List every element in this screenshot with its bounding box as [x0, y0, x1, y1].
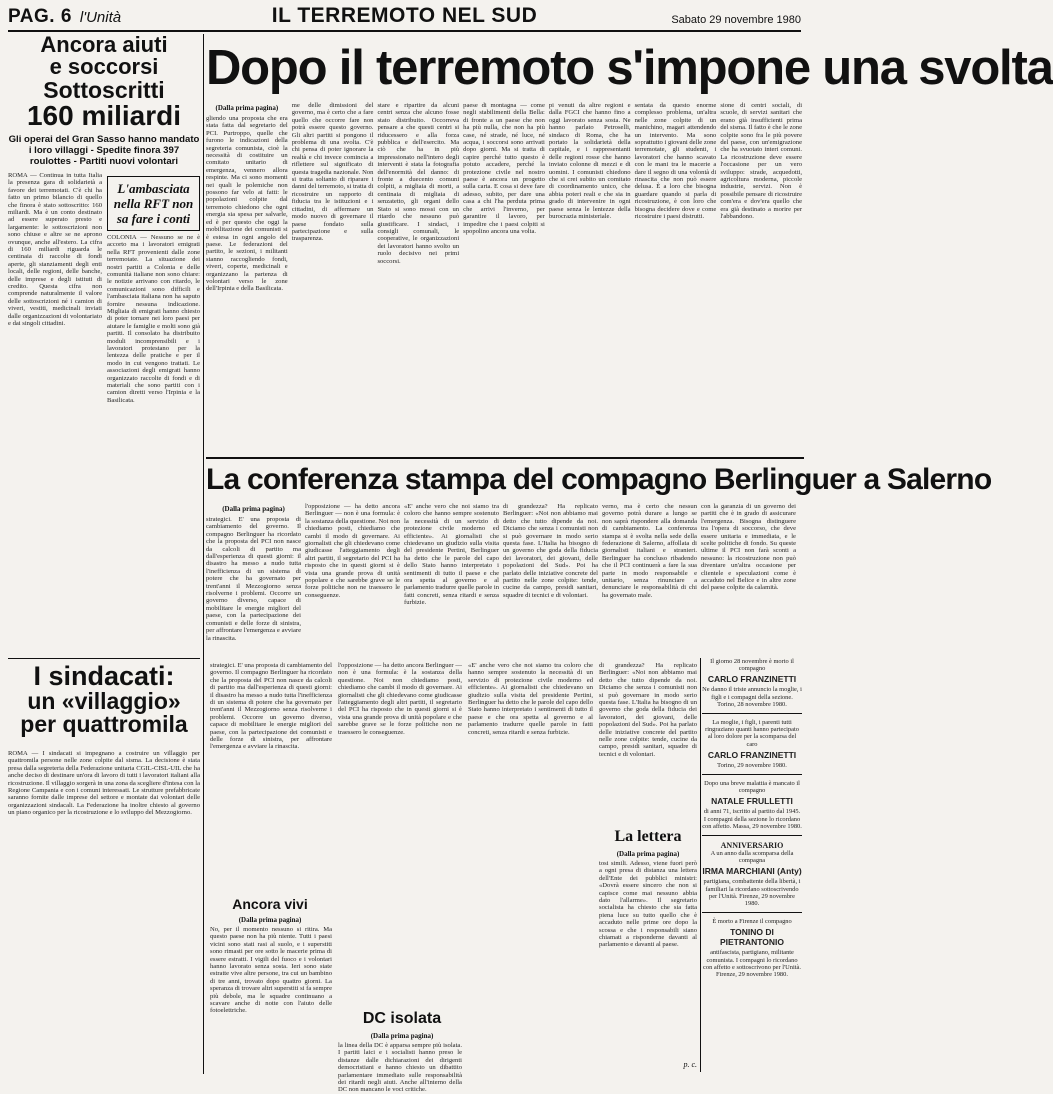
- lower-body-2: l'opposizione — ha detto ancora Berlinguer — non è una formula: è la sostanza della questione. Noi non chiediamo posti, chiediamo che cambi il modo di governare. Ai giornalisti che gli chiedevano come giudicasse l'atteggiamento degli altri partiti, il segretario del PCI ha risposto che in questi giorni si è vista una grande prova di unità popolare e che sarebbe grave se le forze politiche non ne traessero le conseguenze.: [338, 662, 462, 736]
- obituaries: [702, 658, 802, 1072]
- obit-name-1: CARLO FRANZINETTI: [707, 674, 797, 685]
- lower-body-3: «E' anche vero che noi siamo tra coloro che hanno sempre sostenuto la necessità di un servizio di protezione civile moderno ed efficiente». Ai giornalisti che chiedevano un giudizio sulla visita del presidente Pertini, Berlinguer ha detto che le parole del capo dello Stato hanno interpretato i sentimenti di tutto il paese e che ora spetta al governo e al parlamento tradurre quelle parole in fatti concreti, senza ritardi e senza furbizie.: [468, 662, 593, 736]
- obit-separator: [702, 835, 802, 836]
- main-body-d: paese di montagna — come negli stabilimenti della Bella: di fronte a un paese che non ha più nulla, che non ha più case, né strade, né luce, né acqua, i soccorsi sono arrivati dopo giorni. Ma si tratta di capire perché tutto questo è potuto accadere, perché la protezione civile nel nostro paese è ancora un progetto sulla carta. E cosa si deve fare adesso, subito, per dare una casa a chi l'ha perduta prima che arrivi l'inverno, per garantire il lavoro, per impedire che i paesi colpiti si spopolino ancora una volta.: [463, 102, 545, 235]
- lettera-continued: (Dalla prima pagina): [616, 850, 680, 858]
- obit-name-5: TONINO DI PIETRANTONIO: [719, 927, 785, 948]
- obit-name-4: IRMA MARCHIANI (Anty): [702, 866, 802, 877]
- obit-text-2: Ne danno il triste annuncio la moglie, i figli e i compagni della sezione. Torino, 28 novembre 1980.: [702, 686, 802, 708]
- vivi-title: Ancora vivi: [232, 896, 308, 912]
- obit-text-8: A un anno dalla scomparsa della compagna: [710, 850, 794, 865]
- newspaper-name: l'Unità: [79, 9, 122, 26]
- sindacati-headline: [8, 663, 200, 736]
- aiuti-title-3: Sottoscritti: [43, 76, 165, 103]
- aiuti-columns: [8, 171, 200, 404]
- vivi-body: No, per il momento nessuno si ritira. Ma questo paese non ha più niente. Tutti i paesi vicini sono stati rasi al suolo, e i superstiti sono rimasti per ore sotto le macerie prima di essere estratti. I vigili del fuoco e i volontari hanno lavorato senza sosta. Ieri sono state estratte vive altre persone, tra cui un bambino di tre anni, trovato dopo quattro giorni. La speranza di trovare altri superstiti si fa sempre più debole, ma le squadre continuano a scavare anche di notte con l'aiuto delle fotoelettriche.: [210, 926, 332, 1015]
- obit-text-1: Il giorno 28 novembre è morto il compagno: [710, 658, 794, 673]
- main-col-1: [206, 102, 288, 456]
- aiuti-title-4: 160 miliardi: [26, 100, 182, 132]
- ambasciata-body: COLONIA — Nessuno se ne è accorto ma i lavoratori emigrati nella RFT provenienti dalle zone terremotate. La situazione dei nostri partiti a Colonia e delle comunità italiane non sono chiare: le notizie arrivano con ritardo, le comunicazioni sono difficili e l'ambasciata italiana non ha saputo fornire nessuna indicazione. Migliaia di emigrati hanno chiesto di poter tornare nei loro paesi per aiutare le famiglie e molti sono già partiti. Il consolato ha distribuito moduli incomprensibili e i lavoratori protestano per la lentezza delle pratiche e per il modo in cui vengono trattati. Le associazioni degli emigrati hanno organizzato raccolte di fondi e di materiali che sono partiti con i camion diretti verso l'Irpinia e la Basilicata.: [107, 233, 200, 404]
- berlinguer-continued: (Dalla prima pagina): [222, 505, 285, 513]
- section-title: IL TERREMOTO NEL SUD: [271, 4, 538, 27]
- main-body-b: me delle dimissioni del governo, ma è certo che a fare quello che occorre fare non potrà essere questo governo. Gli altri partiti si pongono il problema di una svolta. C'è chi pensa di poter ignorare la realtà e chi invece comincia a riflettere sul significato di questa tragedia nazionale. Non si tratta soltanto di riparare i danni del terremoto, si tratta di ricostruire un rapporto di fiducia tra le istituzioni e i cittadini, di affermare un modo nuovo di governare il paese fondato sulla partecipazione e sulla trasparenza.: [291, 102, 374, 243]
- main-body-a: gliendo una proposta che era stata fatta dal segretario del PCI. Purtroppo, quelle che furono le indicazioni della segreteria comunista, cioè la necessità di costituire un comitato unitario di emergenza, vennero allora respinte. Ma ci sono momenti nei quali le polemiche non possono far velo ai fatti: le popolazioni colpite dal terremoto chiedono che ogni energia sia spesa per salvarle, ed è per questo che oggi la mobilitazione dei comunisti si è estesa in ogni angolo del paese. Le federazioni del partito, le sezioni, i militanti stanno raccogliendo fondi, viveri, coperte, medicinali e organizzano la partenza di volontari verso le zone dell'Irpinia e della Basilicata.: [206, 115, 288, 293]
- aiuti-title-2: e soccorsi: [49, 54, 159, 80]
- berlinguer-headline: La conferenza stampa del compagno Berlinguer a Salerno: [206, 463, 992, 496]
- obit-separator: [702, 774, 802, 775]
- main-article-columns: [206, 102, 802, 456]
- page-header: [8, 4, 801, 32]
- aiuti-headline: [8, 34, 200, 131]
- column-rule-left: [203, 34, 204, 1074]
- sindacati-title-1: I sindacati:: [33, 661, 175, 691]
- obit-text-9: partigiana, combattente della libertà, i familiari la ricordano sottoscrivendo per l'Unità. Firenze, 29 novembre 1980.: [703, 878, 801, 908]
- berlinguer-body-b: l'opposizione — ha detto ancora Berlinguer — non è una formula: è la sostanza della questione. Noi non chiediamo posti, chiediamo che cambi il modo di governare. Ai giornalisti che gli chiedevano come giudicasse l'atteggiamento degli altri partiti, il segretario del PCI ha risposto che in questi giorni si è vista una grande prova di unità popolare e che sarebbe grave se le forze politiche non ne traessero le conseguenze.: [305, 503, 400, 599]
- page-number: PAG. 6: [8, 6, 72, 27]
- sindacati-title-2: un «villaggio»: [27, 688, 181, 714]
- obit-text-5: Dopo una breve malattia è mancato il compagno: [704, 780, 800, 795]
- main-body-c: stare e ripartire da alcuni centri senza che alcuno fosse stato distribuito. Occorreva pensare a che questi centri si riducessero e alla forza pubblica e dell'esercito. Ma ciò che ha in più impressionato nell'intero degli interventi è stata la fotografia dell'enormità del danno: di fronte a duecento comuni colpiti, a migliaia di morti, a centinaia di migliaia di senzatetto, gli organi dello Stato si sono mossi con un ritardo che nessuno può giustificare. I sindaci, i consigli comunali, le cooperative, le organizzazioni dei lavoratori hanno svolto un ruolo decisivo nei primi soccorsi.: [377, 102, 460, 265]
- berlinguer-body-e: verno, ma è certo che nessun governo potrà durare a lungo se non saprà rispondere alla domanda di cambiamento. La conferenza stampa si è svolta nella sede della federazione di Salerno, affollata di giornalisti italiani e stranieri. Berlinguer ha concluso ribadendo che il PCI continuerà a fare la sua parte in modo responsabile e unitario, senza rinunciare a denunciare le responsabilità di chi ha governato male.: [602, 503, 697, 599]
- lower-body-4: di grandezza? Ha replicato Berlinguer: «Noi non abbiamo mai detto che tutto dipende da noi. Diciamo che senza i comunisti non si può governare in modo serio questa fase. L'Italia ha bisogno di un governo che goda della fiducia dei lavoratori, dei giovani, delle popolazioni del Sud». Poi ha parlato delle iniziative concrete del partito nelle zone colpite: tende, cucine da campo, presidi sanitari, squadre di tecnici e di volontari.: [599, 662, 697, 758]
- aiuti-body: ROMA — Continua in tutta Italia la presenza gara di solidarietà a favore dei terremotati. C'è chi ha fatto un primo bilancio di quello che finora è stato sottoscritto: 160 miliardi. Ma è un conto destinato ad essere superato presto e largamente: le sottoscrizioni non sono chiuse e altre se ne aprono ovunque, anche all'estero. La cifra di 160 miliardi riguarda le centinaia di raccolte di fondi aperte, gli stanziamenti degli enti locali, delle regioni, delle banche, delle imprese e degli istituti di credito. Questa cifra non comprende naturalmente il valore delle sottoscrizioni né i camion di viveri, vestiti, medicinali inviati dalle organizzazioni di volontariato e dai singoli cittadini.: [8, 171, 102, 327]
- lettera-body: tosi simili. Adesso, viene fuori però a ogni presa di distanza una lettera dell'Ente dei pubblici ministri: «Dovrà essere sincero che non si capisce come mai nessuno abbia dato l'allarme». Il segretario socialista ha chiesto che sia fatta piena luce su tutto quello che è accaduto nelle prime ore dopo la scossa e che i responsabili siano chiamati a risponderne davanti al parlamento e davanti al paese.: [599, 860, 697, 949]
- aiuti-title-1: Ancora aiuti: [40, 32, 168, 57]
- aiuti-subtitle: Gli operai del Gran Sasso hanno mandato i loro villaggi - Spedite finora 397 roulottes - Partiti nuovi volontari: [8, 133, 200, 167]
- main-bottom-rule: [206, 457, 804, 459]
- obit-separator: [702, 713, 802, 714]
- signature: p. c.: [683, 1060, 697, 1069]
- berlinguer-body-f: con la garanzia di un governo dei partiti che è in grado di assicurare l'emergenza. Bisogna distinguere tra l'opera di soccorso, che deve essere unitaria e immediata, e le scelte politiche di fondo. Su queste ultime il PCI non farà sconti a nessuno: la ricostruzione non può diventare un'altra occasione per clientele e speculazioni come è accaduto nel Belice e in altre zone del paese colpite da calamità.: [701, 503, 796, 592]
- obit-text-4: Torino, 29 novembre 1980.: [717, 761, 787, 769]
- berlinguer-body-a: strategici. E' una proposta di cambiamento del governo. Il compagno Berlinguer ha ricordato che la proposta del PCI non nasce da calcoli di partito ma dall'esperienza di questi giorni: il disastro ha messo a nudo tutta l'inefficienza di un sistema di potere che ha governato per trent'anni il Mezzogiorno senza risolverne i problemi. Occorre un governo diverso, capace di mobilitare le energie migliori del paese, con la partecipazione dei comunisti e delle forze di sinistra, per affrontare l'emergenza e avviare la rinascita.: [206, 516, 301, 642]
- main-body-e: pi venuti da altre regioni e dalla FGCI che hanno fino a oggi lavorato senza sosta. Ne hanno parlato Petroselli, sindaco di Roma, che ha portato la solidarietà della capitale, e i rappresentanti delle regioni rosse che hanno inviato colonne di mezzi e di uomini. I comunisti chiedono che si crei subito un comitato di coordinamento unico, che abbia poteri reali e che sia in grado di intervenire in ogni paese senza le lentezze della burocrazia ministeriale.: [548, 102, 631, 221]
- dc-title: DC isolata: [362, 1010, 442, 1027]
- lower-body-1: strategici. E' una proposta di cambiamento del governo. Il compagno Berlinguer ha ricordato che la proposta del PCI non nasce da calcoli di partito ma dall'esperienza di questi giorni: il disastro ha messo a nudo tutta l'inefficienza di un sistema di potere che ha governato per trent'anni il Mezzogiorno senza risolverne i problemi. Occorre un governo diverso, capace di mobilitare le energie migliori del paese, con la partecipazione dei comunisti e delle forze di sinistra, per affrontare l'emergenza e avviare la rinascita.: [210, 662, 332, 751]
- berlinguer-body-d: di grandezza? Ha replicato Berlinguer: «Noi non abbiamo mai detto che tutto dipende da noi. Diciamo che senza i comunisti non si può governare in modo serio questa fase. L'Italia ha bisogno di un governo che goda della fiducia dei lavoratori, dei giovani, delle popolazioni del Sud». Poi ha parlato delle iniziative concrete del partito nelle zone colpite: tende, cucine da campo, presidi sanitari, squadre di tecnici e di volontari.: [503, 503, 598, 599]
- ambasciata-title: L'ambasciata nella RFT non sa fare i conti: [113, 180, 194, 226]
- obit-text-3: La moglie, i figli, i parenti tutti ringraziano quanti hanno partecipato al loro dolore per la scomparsa del caro: [705, 719, 799, 748]
- obit-text-11: antifascista, partigiano, militante comunista. I compagni lo ricordano con affetto e sottoscrivono per l'Unità. Firenze, 29 novembre 1980.: [703, 949, 801, 979]
- ambasciata-column: [107, 172, 200, 404]
- obit-name-2: CARLO FRANZINETTI: [707, 749, 797, 760]
- berlinguer-body-c: «E' anche vero che noi siamo tra coloro che hanno sempre sostenuto la necessità di un servizio di protezione civile moderno ed efficiente». Ai giornalisti che chiedevano un giudizio sulla visita del presidente Pertini, Berlinguer ha detto che le parole del capo dello Stato hanno interpretato i sentimenti di tutto il paese e che ora spetta al governo e al parlamento tradurre quelle parole in fatti concreti, senza ritardi e senza furbizie.: [404, 503, 499, 607]
- dc-body: la linea della DC è apparsa sempre più isolata. I partiti laici e i socialisti hanno preso le distanze dalle dichiarazioni dei dirigenti democristiani e hanno chiesto un dibattito parlamentare immediato sulle responsabilità dei ritardi negli aiuti. Anche all'interno della DC non mancano le voci critiche.: [338, 1042, 462, 1094]
- berlinguer-col-1: [206, 503, 301, 658]
- page-date: Sabato 29 novembre 1980: [671, 14, 801, 26]
- obit-rule: [700, 658, 701, 1072]
- main-body-f: sentata da questo enorme complesso problema, un'altra nelle zone colpite di un manichino, magari attendendo un intervento. Ma sono soprattutto i giovani delle zone terremotate, gli studenti, i lavoratori che hanno scavato con le mani tra le macerie a dare il segno di una volontà di rinascita che non può essere delusa. È a loro che bisogna guardare quando si parla di ricostruzione, è con loro che bisogna decidere dove e come ricostruire i paesi distrutti.: [634, 102, 717, 221]
- ambasciata-box: [107, 176, 200, 231]
- obit-text-7: ANNIVERSARIO: [720, 841, 784, 851]
- sindacati-body: ROMA — I sindacati si impegnano a costruire un villaggio per quattromila persone nelle zone colpite dal sisma. La decisione è stata presa dalla segreteria della Federazione unitaria CGIL-CISL-UIL che ha anche deciso di destinare un'ora di lavoro di tutti i lavoratori italiani alla ricostruzione. Il villaggio sorgerà in una zona da scegliere d'intesa con la Regione Campania e con i comuni interessati. Le strutture prefabbricate saranno fornite dalle imprese del settore e montate dai volontari delle organizzazioni sindacali. La Federazione ha inoltre chiesto al governo un piano organico per la ricostruzione e lo sviluppo del Mezzogiorno.: [8, 750, 200, 817]
- obit-text-6: di anni 71, iscritto al partito dal 1945. I compagni della sezione lo ricordano con affetto. Massa, 29 novembre 1980.: [702, 808, 802, 830]
- main-headline: Dopo il terremoto s'impone una svolta: [206, 41, 1053, 95]
- obit-separator: [702, 912, 802, 913]
- sindacati-title-3: per quattromila: [20, 711, 188, 737]
- lettera-title: La lettera: [614, 828, 682, 845]
- main-body-g: sione di centri sociali, di scuole, di servizi sanitari che erano già insufficienti prima del sisma. Il fatto è che le zone colpite sono fra le più povere del paese, con un'emigrazione che ha svuotato interi comuni. La ricostruzione deve essere l'occasione per un vero sviluppo: strade, acquedotti, agricoltura moderna, piccole industrie, servizi. Non è possibile pensare di ricostruire com'era e dov'era quello che era già destinato a morire per l'abbandono.: [720, 102, 803, 221]
- header-left: [8, 6, 208, 30]
- berlinguer-columns: [206, 503, 802, 658]
- obit-text-10: È morto a Firenze il compagno: [712, 918, 792, 926]
- main-continued: (Dalla prima pagina): [215, 104, 279, 112]
- vivi-continued: (Dalla prima pagina): [238, 916, 302, 924]
- obit-name-3: NATALE FRULLETTI: [711, 796, 793, 807]
- dc-continued: (Dalla prima pagina): [370, 1032, 434, 1040]
- left-divider: [8, 658, 200, 659]
